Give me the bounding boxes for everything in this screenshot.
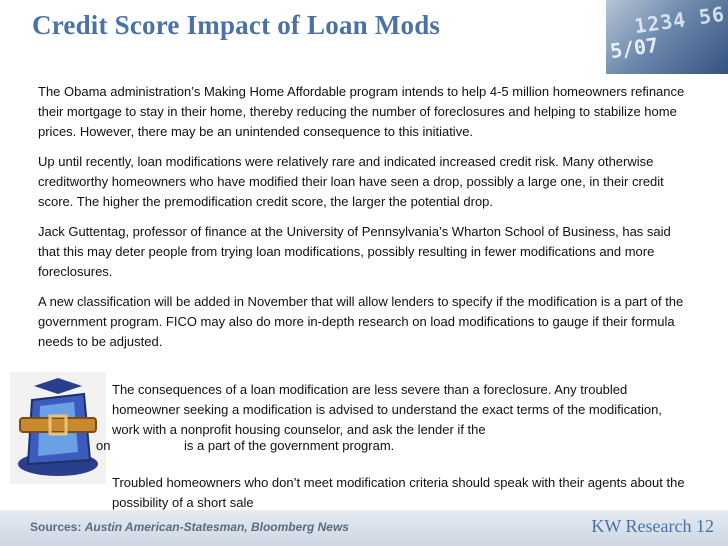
tail-fragment-b: is a part of the government program. [184,438,395,453]
slide-body [38,82,688,362]
paragraph-1: The Obama administration’s Making Home Affordable program intends to help 4-5 million homeowners refinance their mortgage to stay in their home, thereby reducing the number of foreclosures and helping to stabilize home prices. However, there may be an unintended consequence to this initiative. [38,84,685,139]
footer-bar [0,510,728,546]
card-digits: 1234 56 [632,1,727,39]
bullet-short-sale: Troubled homeowners who don’t meet modification criteria should speak with their agents about the possibility of a short sale [112,475,685,510]
page-label: KW Research 12 [591,516,714,536]
tail-fragment-a: on [96,438,111,453]
paragraph-4: A new classification will be added in November that will allow lenders to specify if the modification is a part of the government program. FICO may also do more in-depth research on load modifications to gauge if their formula needs to be adjusted. [38,294,684,349]
slide-title: Credit Score Impact of Loan Mods [32,10,441,40]
credit-card-image [606,0,728,74]
sources-label: Sources: [30,520,82,534]
paragraph-2: Up until recently, loan modifications were relatively rare and indicated increased credit risk. Many otherwise creditworthy homeowners who have modified their loan have seen a drop, possibly a large one, in their credit score. The higher the premodification credit score, the larger the potential drop. [38,154,664,209]
sources-line [30,520,349,534]
sources-text: Austin American-Statesman, Bloomberg News [84,520,349,534]
paragraph-3: Jack Guttentag, professor of finance at the University of Pennsylvania’s Wharton School of Business, has said that this may deter people from trying loan modifications, possibly resulting in fewer modifications and more foreclosures. [38,224,671,279]
card-date: 5/07 [608,32,660,64]
bullet-consequences: The consequences of a loan modification are less severe than a foreclosure. Any troubled homeowner seeking a modification is advised to understand the exact terms of the modification, work with a nonprofit housing counselor, and ask the lender if the [112,382,662,437]
credit-card-illustration [10,372,106,484]
